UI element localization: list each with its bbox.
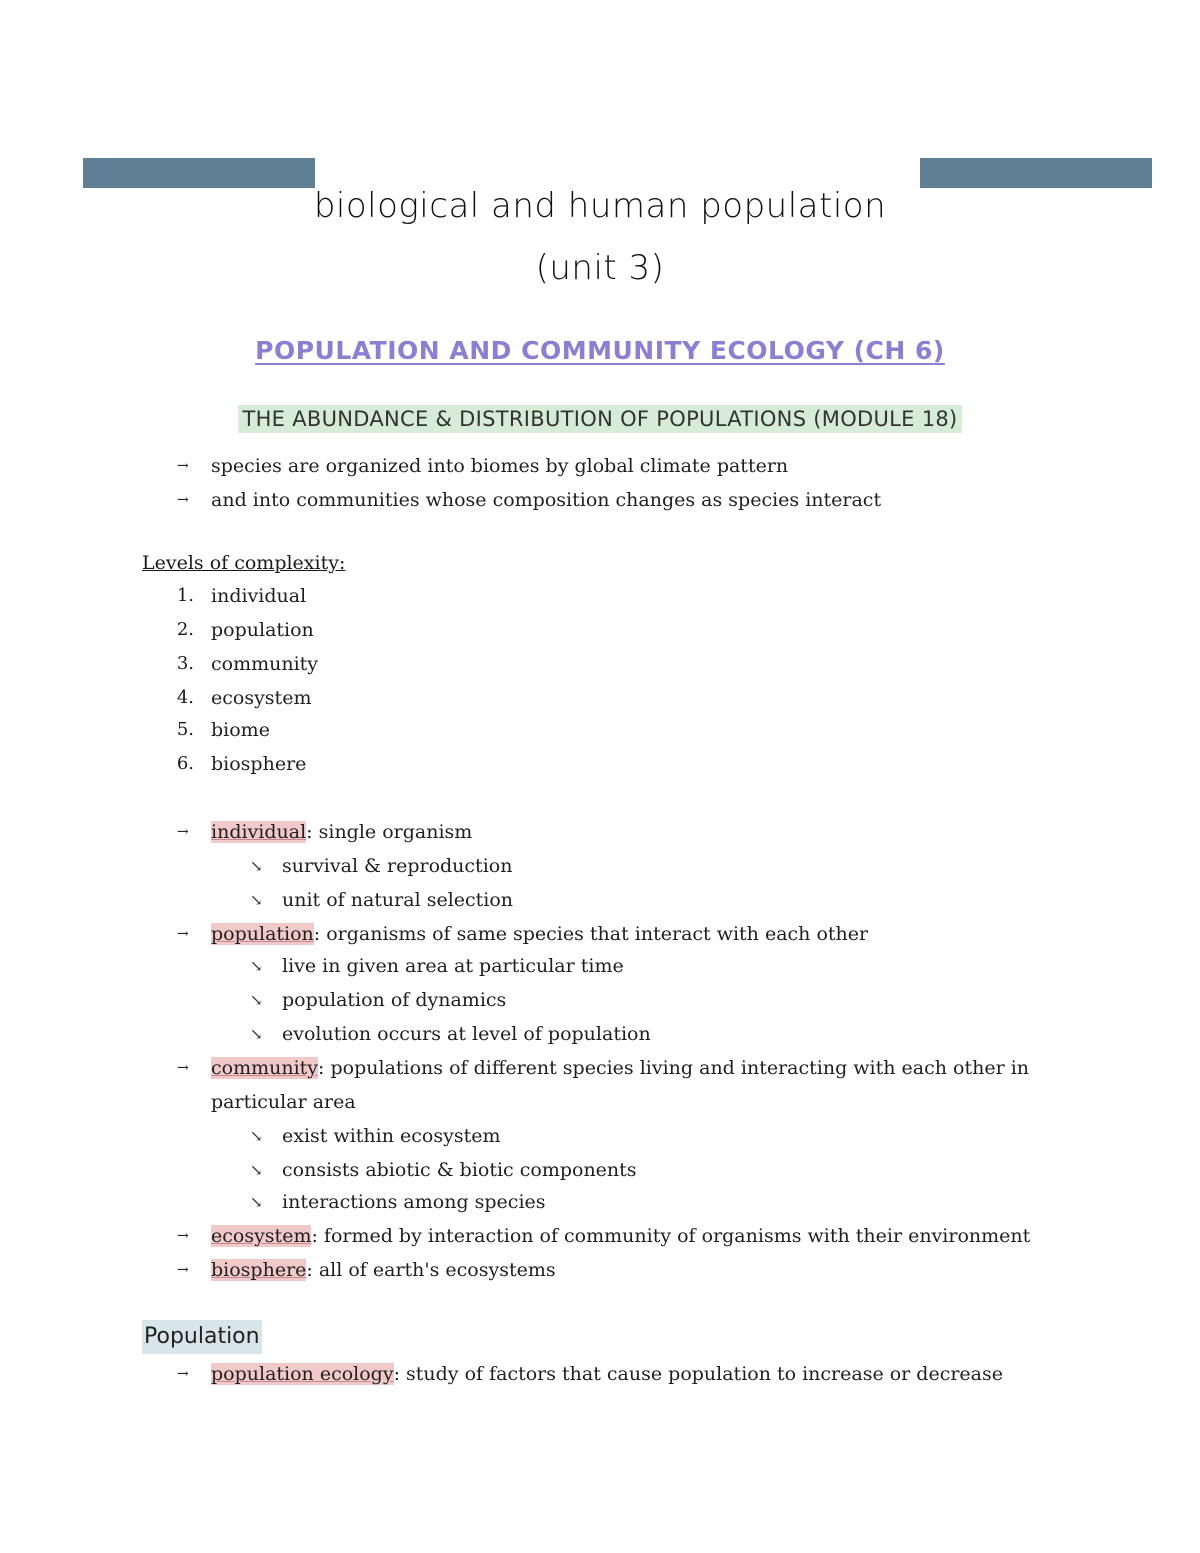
levels-label: Levels of complexity: [142,552,346,574]
definition-text: : all of earth's ecosystems [306,1259,556,1281]
definition-population [211,917,868,951]
sub-arrow-icon: ↘ [250,1193,263,1211]
arrow-bullet-icon: → [177,492,189,508]
sub-bullet-text: live in given area at particular time [282,955,624,977]
list-number: 4. [176,687,194,708]
sub-bullet-text: population of dynamics [282,989,507,1011]
sub-bullet-text: survival & reproduction [282,855,513,877]
term-highlight: population ecology [211,1363,394,1385]
list-number: 5. [176,719,194,740]
arrow-bullet-icon: → [177,1366,189,1382]
sub-arrow-icon: ↘ [250,857,263,875]
list-item: population [211,619,314,641]
list-item: biosphere [211,753,307,775]
sub-bullet-text: exist within ecosystem [282,1125,501,1147]
list-number: 3. [176,653,194,674]
module-heading-container [0,405,1200,433]
page-subtitle: (unit 3) [535,248,665,288]
list-number: 2. [176,619,194,640]
section-heading: POPULATION AND COMMUNITY ECOLOGY (CH 6) [255,336,945,365]
sub-bullet-text: consists abiotic & biotic components [282,1159,637,1181]
definition-individual [211,815,472,849]
definition-text: : formed by interaction of community of organisms with their environment [311,1225,1031,1247]
sub-arrow-icon: ↘ [250,1127,263,1145]
module-heading: THE ABUNDANCE & DISTRIBUTION OF POPULATIONS (MODULE 18) [238,405,961,433]
arrow-bullet-icon: → [177,1060,189,1076]
term-highlight: community [211,1057,319,1079]
decorative-bar-left [83,158,315,188]
sub-bullet-text: interactions among species [282,1191,546,1213]
sub-bullet-text: unit of natural selection [282,889,514,911]
definition-ecosystem [211,1219,1030,1253]
sub-arrow-icon: ↘ [250,891,263,909]
list-item: ecosystem [211,687,312,709]
definition-text: : organisms of same species that interact with each other [313,923,869,945]
intro-bullet-text: and into communities whose composition changes as species interact [211,489,882,511]
definition-community [211,1051,1029,1085]
intro-bullet-text: species are organized into biomes by global climate pattern [211,455,789,477]
list-number: 1. [176,585,194,606]
population-heading: Population [142,1320,262,1354]
page-title: biological and human population [313,186,887,226]
list-number: 6. [176,753,194,774]
decorative-bar-right [920,158,1152,188]
sub-arrow-icon: ↘ [250,957,263,975]
arrow-bullet-icon: → [177,1228,189,1244]
arrow-bullet-icon: → [177,1262,189,1278]
sub-bullet-text: evolution occurs at level of population [282,1023,651,1045]
list-item: community [211,653,319,675]
list-item: biome [211,719,270,741]
term-highlight: ecosystem [211,1225,312,1247]
definition-continuation: particular area [211,1091,356,1113]
sub-arrow-icon: ↘ [250,1025,263,1043]
term-highlight: population [211,923,314,945]
arrow-bullet-icon: → [177,458,189,474]
sub-arrow-icon: ↘ [250,991,263,1009]
definition-population-ecology [211,1357,1003,1391]
definition-biosphere [211,1253,556,1287]
definition-text: : populations of different species living and interacting with each other in [318,1057,1030,1079]
list-item: individual [211,585,307,607]
definition-text: : study of factors that cause population to increase or decrease [393,1363,1003,1385]
term-highlight: individual [211,821,307,843]
definition-text: : single organism [306,821,473,843]
arrow-bullet-icon: → [177,926,189,942]
term-highlight: biosphere [211,1259,307,1281]
arrow-bullet-icon: → [177,824,189,840]
sub-arrow-icon: ↘ [250,1161,263,1179]
